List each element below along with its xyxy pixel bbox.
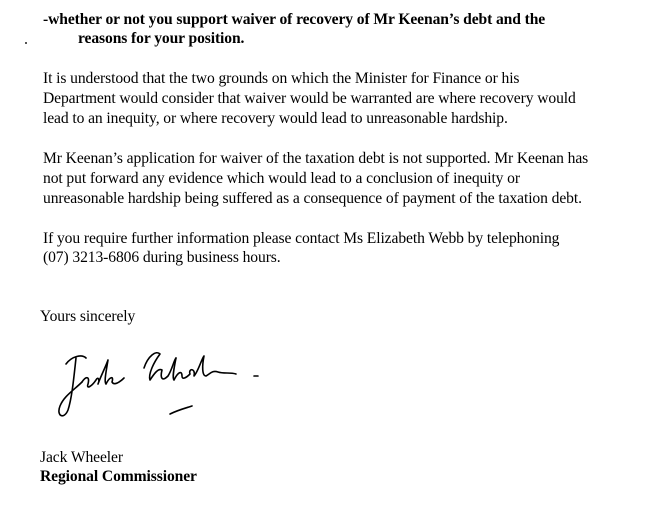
closing-salutation: Yours sincerely (40, 308, 136, 325)
signer-name: Jack Wheeler (40, 449, 123, 466)
paragraph-3-line-1: If you require further information please contact Ms Elizabeth Webb by telephoning (43, 230, 560, 247)
signer-title: Regional Commissioner (40, 468, 197, 485)
bullet-line-2: reasons for your position. (78, 30, 245, 47)
scan-speck (25, 42, 27, 44)
paragraph-2-line-2: not put forward any evidence which would lead to a conclusion of inequity or (43, 170, 520, 187)
handwritten-signature (52, 346, 282, 426)
paragraph-1-line-3: lead to an inequity, or where recovery would lead to unreasonable hardship. (43, 110, 508, 127)
paragraph-2-line-3: unreasonable hardship being suffered as a consequence of payment of the taxation debt. (43, 190, 582, 207)
paragraph-3-line-2: (07) 3213-6806 during business hours. (43, 249, 281, 266)
paragraph-1-line-2: Department would consider that waiver would be warranted are where recovery would (43, 90, 576, 107)
paragraph-1-line-1: It is understood that the two grounds on which the Minister for Finance or his (43, 70, 520, 87)
bullet-line-1: -whether or not you support waiver of recovery of Mr Keenan’s debt and the (43, 11, 546, 28)
paragraph-2-line-1: Mr Keenan’s application for waiver of the taxation debt is not supported. Mr Keenan has (43, 150, 589, 167)
